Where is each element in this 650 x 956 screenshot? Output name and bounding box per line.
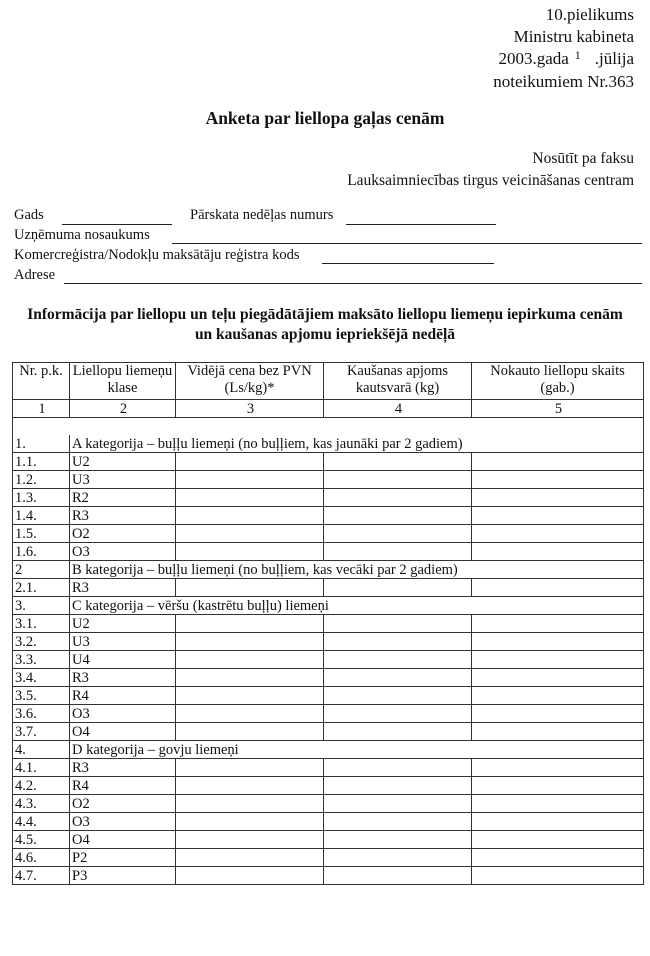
count-cell[interactable] — [472, 777, 644, 795]
count-cell[interactable] — [472, 633, 644, 651]
count-cell[interactable] — [472, 525, 644, 543]
price-cell[interactable] — [176, 471, 324, 489]
row-nr: 1.5. — [13, 525, 70, 543]
row-class: U2 — [70, 615, 176, 633]
count-cell[interactable] — [472, 471, 644, 489]
column-number: 2 — [70, 400, 176, 418]
category-nr: 3. — [13, 597, 70, 615]
year-label: Gads — [14, 207, 44, 223]
header-weight: Kaušanas apjoms kautsvarā (kg) — [324, 363, 472, 400]
price-cell[interactable] — [176, 687, 324, 705]
header-count: Nokauto liellopu skaits (gab.) — [472, 363, 644, 400]
week-label: Pārskata nedēļas numurs — [190, 207, 334, 223]
spacer-row — [13, 418, 644, 436]
category-row — [13, 741, 644, 759]
count-cell[interactable] — [472, 867, 644, 885]
price-cell[interactable] — [176, 543, 324, 561]
price-cell[interactable] — [176, 795, 324, 813]
count-cell[interactable] — [472, 651, 644, 669]
count-cell[interactable] — [472, 831, 644, 849]
weight-cell[interactable] — [324, 633, 472, 651]
row-class: O4 — [70, 831, 176, 849]
price-cell[interactable] — [176, 849, 324, 867]
weight-cell[interactable] — [324, 867, 472, 885]
price-table-body — [13, 363, 644, 885]
row-class: R3 — [70, 579, 176, 597]
row-class: U3 — [70, 633, 176, 651]
row-nr: 4.4. — [13, 813, 70, 831]
category-nr: 2 — [13, 561, 70, 579]
appendix-date-year: 2003.gada — [498, 49, 569, 68]
header-nr: Nr. p.k. — [13, 363, 70, 400]
price-cell[interactable] — [176, 525, 324, 543]
price-cell[interactable] — [176, 615, 324, 633]
price-cell[interactable] — [176, 813, 324, 831]
price-cell[interactable] — [176, 777, 324, 795]
row-class: R4 — [70, 777, 176, 795]
table-row — [13, 579, 644, 597]
table-row — [13, 849, 644, 867]
column-number: 4 — [324, 400, 472, 418]
price-table — [12, 362, 644, 885]
table-row — [13, 615, 644, 633]
form-title: Anketa par liellopa gaļas cenām — [205, 108, 445, 128]
weight-cell[interactable] — [324, 489, 472, 507]
appendix-authority: Ministru kabineta — [513, 27, 634, 46]
send-to — [347, 148, 634, 192]
price-cell[interactable] — [176, 867, 324, 885]
price-cell[interactable] — [176, 633, 324, 651]
count-cell[interactable] — [472, 813, 644, 831]
table-row — [13, 687, 644, 705]
category-nr: 1. — [13, 435, 70, 453]
column-number: 5 — [472, 400, 644, 418]
row-class: O4 — [70, 723, 176, 741]
price-cell[interactable] — [176, 831, 324, 849]
price-cell[interactable] — [176, 723, 324, 741]
category-row — [13, 597, 644, 615]
weight-cell[interactable] — [324, 849, 472, 867]
header-class: Liellopu liemeņu klase — [70, 363, 176, 400]
header-row — [13, 363, 644, 400]
regcode-field[interactable] — [322, 263, 494, 264]
send-to-recipient: Lauksaimniecības tirgus veicināšanas centram — [347, 172, 634, 189]
row-class: O3 — [70, 705, 176, 723]
weight-cell[interactable] — [324, 723, 472, 741]
row-nr: 1.6. — [13, 543, 70, 561]
table-row — [13, 471, 644, 489]
address-label: Adrese — [14, 267, 56, 283]
appendix-date-day: 1 — [574, 48, 581, 62]
table-row — [13, 723, 644, 741]
weight-cell[interactable] — [324, 507, 472, 525]
row-nr: 4.1. — [13, 759, 70, 777]
price-cell[interactable] — [176, 705, 324, 723]
count-cell[interactable] — [472, 507, 644, 525]
table-row — [13, 669, 644, 687]
row-nr: 4.6. — [13, 849, 70, 867]
appendix-regulation: noteikumiem Nr.363 — [493, 72, 634, 91]
row-nr: 3.2. — [13, 633, 70, 651]
weight-cell[interactable] — [324, 471, 472, 489]
header-price: Vidējā cena bez PVN (Ls/kg)* — [176, 363, 324, 400]
row-nr: 1.2. — [13, 471, 70, 489]
row-nr: 2.1. — [13, 579, 70, 597]
count-cell[interactable] — [472, 543, 644, 561]
price-cell[interactable] — [176, 579, 324, 597]
row-nr: 3.4. — [13, 669, 70, 687]
row-class: R3 — [70, 759, 176, 777]
row-nr: 3.5. — [13, 687, 70, 705]
price-cell[interactable] — [176, 669, 324, 687]
table-row — [13, 705, 644, 723]
company-field[interactable] — [172, 243, 642, 244]
count-cell[interactable] — [472, 795, 644, 813]
weight-cell[interactable] — [324, 525, 472, 543]
table-row — [13, 795, 644, 813]
price-cell[interactable] — [176, 489, 324, 507]
row-nr: 4.5. — [13, 831, 70, 849]
row-class: O2 — [70, 525, 176, 543]
table-subtitle — [0, 305, 650, 345]
row-nr: 4.7. — [13, 867, 70, 885]
row-class: U2 — [70, 453, 176, 471]
weight-cell[interactable] — [324, 831, 472, 849]
column-number: 1 — [13, 400, 70, 418]
appendix-date-month: .jūlija — [594, 49, 634, 68]
year-field[interactable] — [62, 224, 172, 225]
table-row — [13, 507, 644, 525]
weight-cell[interactable] — [324, 687, 472, 705]
row-nr: 1.3. — [13, 489, 70, 507]
weight-cell[interactable] — [324, 777, 472, 795]
category-nr: 4. — [13, 741, 70, 759]
category-row — [13, 561, 644, 579]
price-cell[interactable] — [176, 453, 324, 471]
week-field[interactable] — [346, 224, 496, 225]
row-nr: 3.6. — [13, 705, 70, 723]
row-class: R3 — [70, 669, 176, 687]
weight-cell[interactable] — [324, 669, 472, 687]
category-label: B kategorija – buļļu liemeņi (no buļļiem, kas vecāki par 2 gadiem) — [70, 561, 644, 579]
row-class: U4 — [70, 651, 176, 669]
row-class: P3 — [70, 867, 176, 885]
count-cell[interactable] — [472, 759, 644, 777]
table-row — [13, 813, 644, 831]
row-nr: 3.3. — [13, 651, 70, 669]
weight-cell[interactable] — [324, 813, 472, 831]
row-class: O3 — [70, 543, 176, 561]
table-row — [13, 633, 644, 651]
count-cell[interactable] — [472, 687, 644, 705]
weight-cell[interactable] — [324, 705, 472, 723]
count-cell[interactable] — [472, 453, 644, 471]
address-field[interactable] — [64, 283, 642, 284]
table-row — [13, 651, 644, 669]
company-label: Uzņēmuma nosaukums — [14, 227, 150, 243]
weight-cell[interactable] — [324, 651, 472, 669]
row-class: R3 — [70, 507, 176, 525]
count-cell[interactable] — [472, 489, 644, 507]
row-class: O3 — [70, 813, 176, 831]
price-cell[interactable] — [176, 651, 324, 669]
weight-cell[interactable] — [324, 615, 472, 633]
weight-cell[interactable] — [324, 543, 472, 561]
count-cell[interactable] — [472, 579, 644, 597]
category-label: A kategorija – buļļu liemeņi (no buļļiem, kas jaunāki par 2 gadiem) — [70, 435, 644, 453]
row-nr: 3.7. — [13, 723, 70, 741]
price-cell[interactable] — [176, 507, 324, 525]
regcode-label: Komercreģistra/Nodokļu maksātāju reģistra kods — [14, 247, 300, 263]
weight-cell[interactable] — [324, 579, 472, 597]
row-nr: 1.1. — [13, 453, 70, 471]
row-class: O2 — [70, 795, 176, 813]
weight-cell[interactable] — [324, 453, 472, 471]
send-to-method: Nosūtīt pa faksu — [532, 150, 634, 167]
price-cell[interactable] — [176, 759, 324, 777]
weight-cell[interactable] — [324, 795, 472, 813]
row-class: U3 — [70, 471, 176, 489]
row-nr: 3.1. — [13, 615, 70, 633]
count-cell[interactable] — [472, 705, 644, 723]
table-row — [13, 453, 644, 471]
appendix-date — [493, 48, 634, 71]
category-row — [13, 435, 644, 453]
row-nr: 4.2. — [13, 777, 70, 795]
spacer-cell — [13, 418, 644, 436]
count-cell[interactable] — [472, 723, 644, 741]
appendix-number: 10.pielikums — [545, 5, 634, 24]
subtitle-line-2: un kaušanas apjomu iepriekšējā nedēļā — [194, 326, 456, 343]
table-row — [13, 867, 644, 885]
column-number: 3 — [176, 400, 324, 418]
row-nr: 1.4. — [13, 507, 70, 525]
row-class: P2 — [70, 849, 176, 867]
table-row — [13, 525, 644, 543]
count-cell[interactable] — [472, 669, 644, 687]
category-label: C kategorija – vēršu (kastrētu buļļu) liemeņi — [70, 597, 644, 615]
column-number-row — [13, 400, 644, 418]
table-row — [13, 831, 644, 849]
count-cell[interactable] — [472, 615, 644, 633]
row-class: R2 — [70, 489, 176, 507]
count-cell[interactable] — [472, 849, 644, 867]
table-row — [13, 489, 644, 507]
table-row — [13, 777, 644, 795]
row-nr: 4.3. — [13, 795, 70, 813]
subtitle-line-1: Informācija par liellopu un teļu piegādātājiem maksāto liellopu liemeņu iepirkuma cenām — [27, 306, 623, 323]
table-row — [13, 759, 644, 777]
table-row — [13, 543, 644, 561]
weight-cell[interactable] — [324, 759, 472, 777]
appendix-reference — [493, 4, 634, 93]
row-class: R4 — [70, 687, 176, 705]
category-label: D kategorija – govju liemeņi — [70, 741, 644, 759]
